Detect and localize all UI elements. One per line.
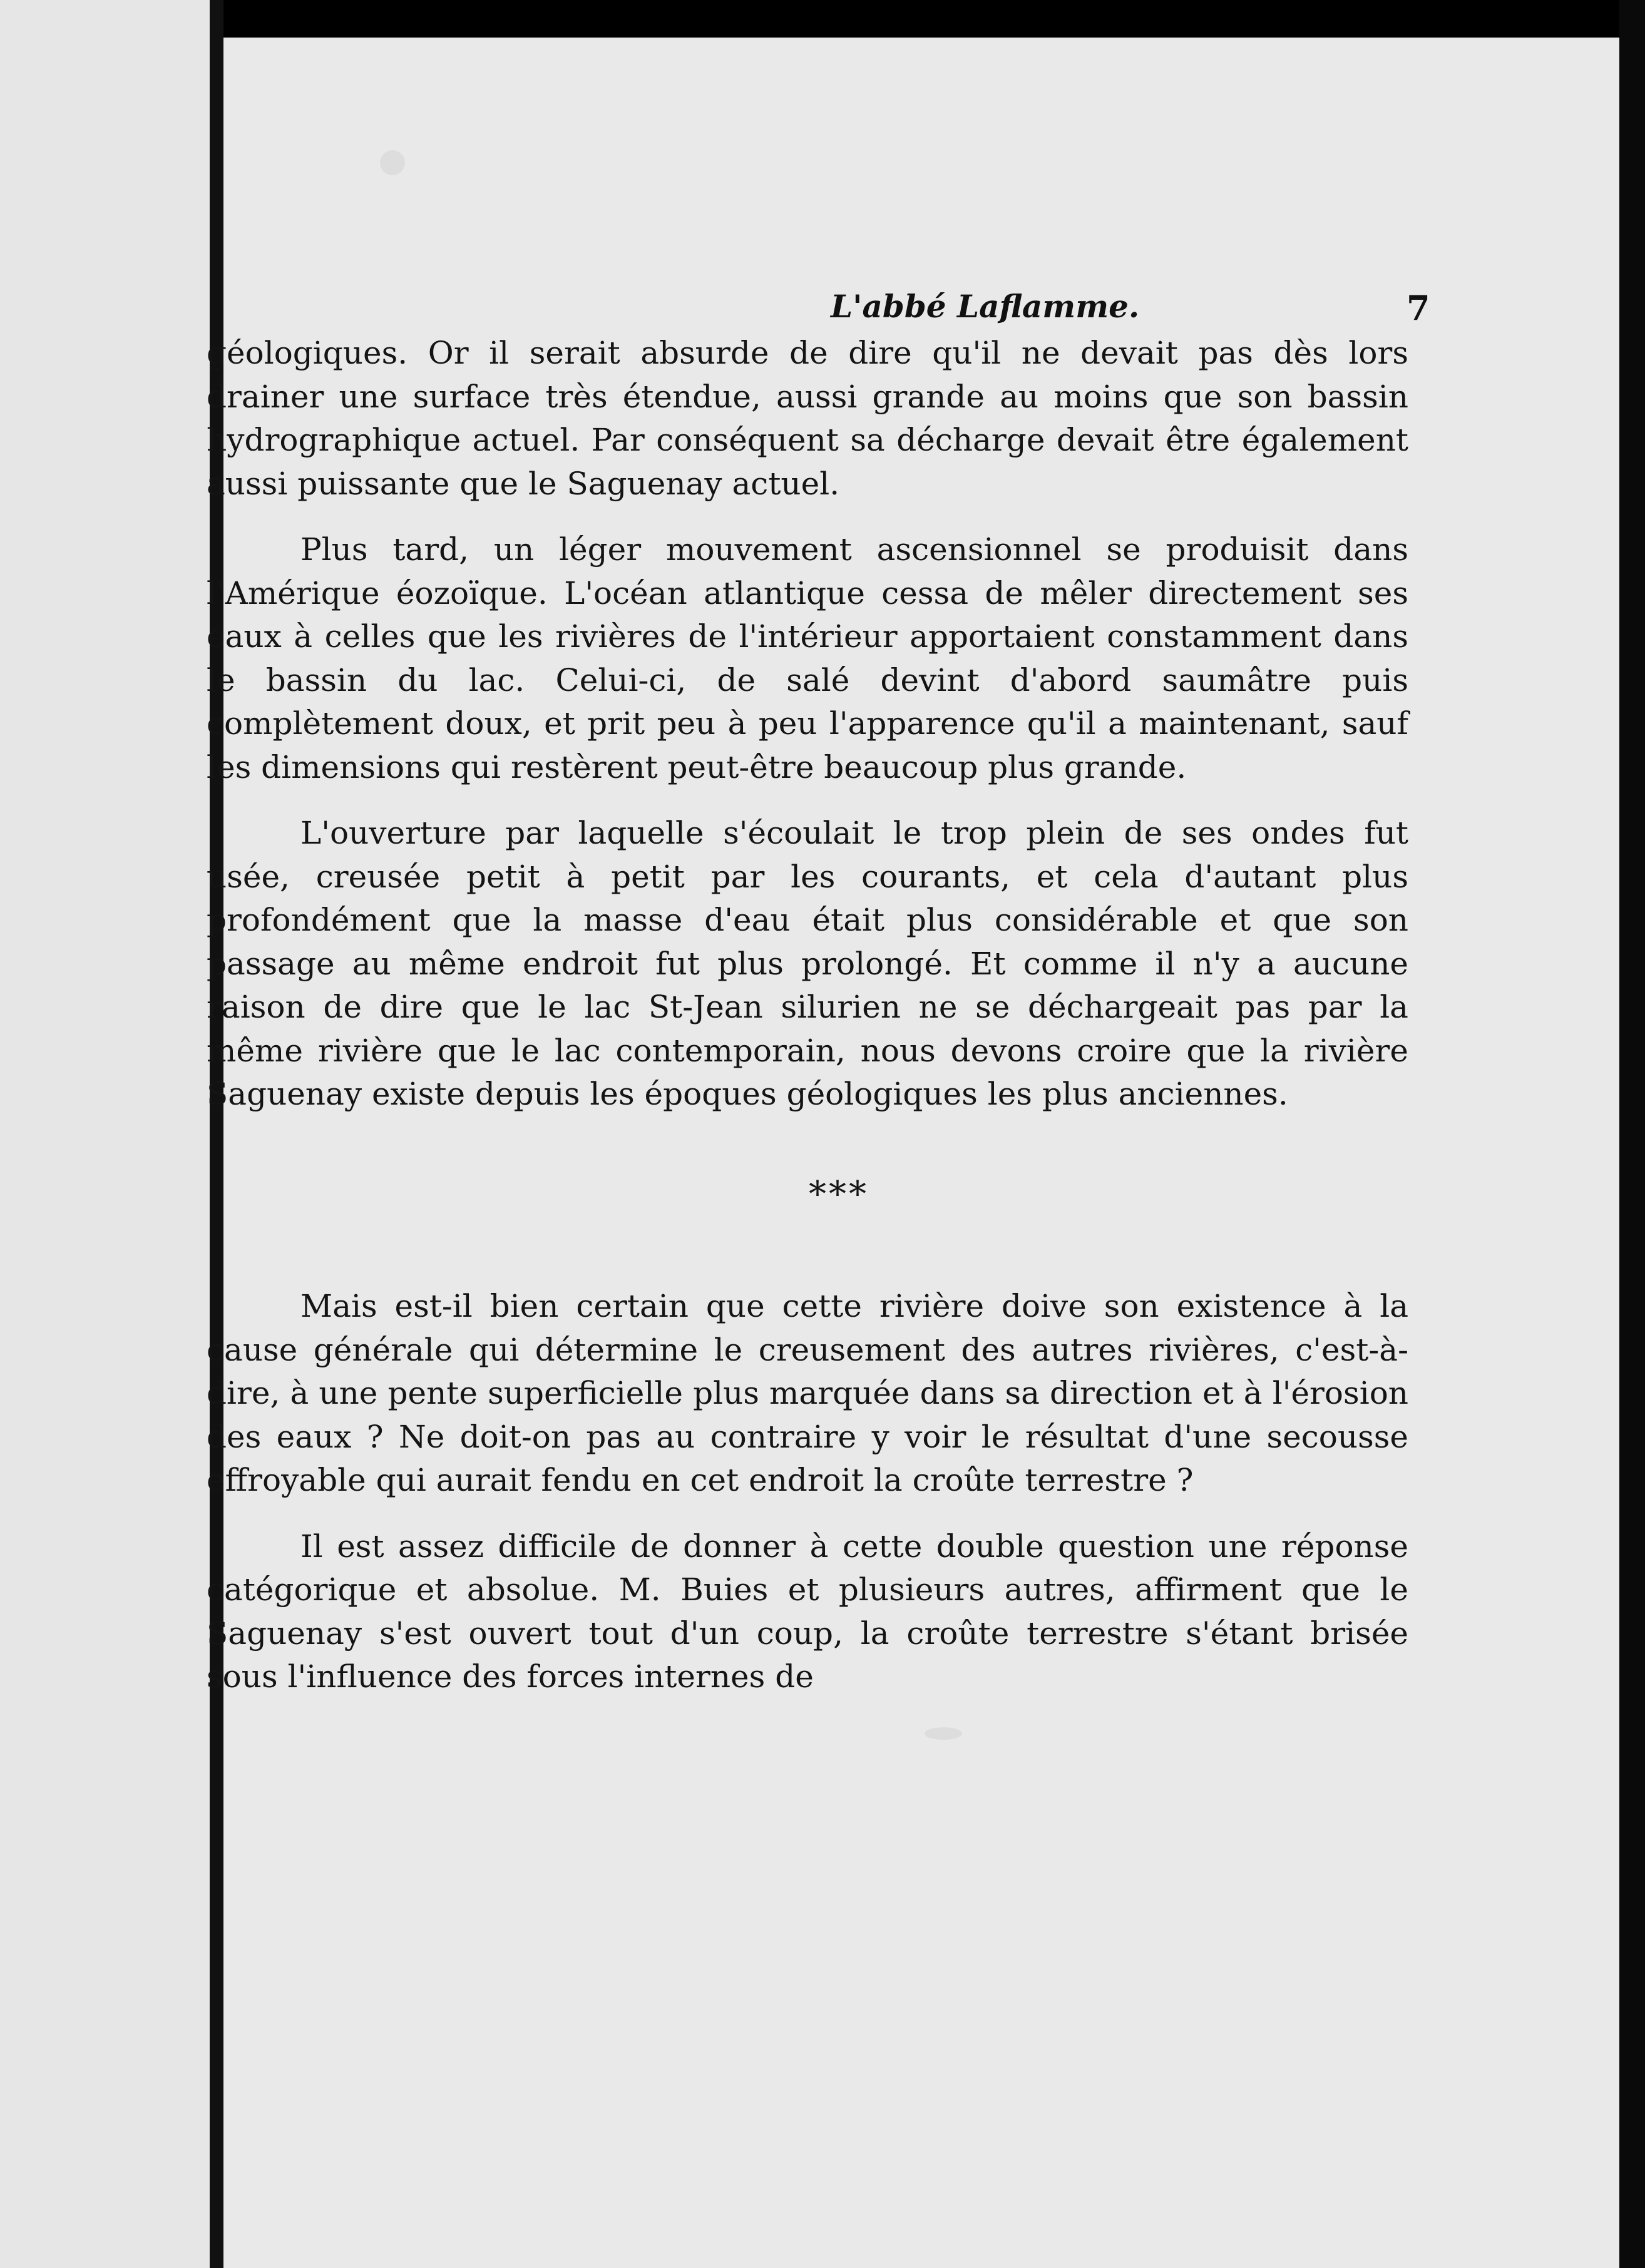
paragraph: Plus tard, un léger mouvement ascensionnel se produisit dans l'Amérique éozoïque. L'océan atlantique cessa de mêler directement ses eaux à celles que les rivières de l'intérieur apportaient constamment dans le bassin du lac. Celui-ci, de salé devint d'abord saumâtre puis complètement doux, et prit peu à peu l'apparence qu'il a maintenant, sauf les dimensions qui restèrent peut-être beaucoup plus grande. <box>207 531 1408 785</box>
page-header <box>223 288 1619 338</box>
scan-speck <box>925 1727 962 1740</box>
scan-edge <box>1619 0 1645 2268</box>
paragraph: géologiques. Or il serait absurde de dire qu'il ne devait pas dès lors drainer une surface très étendue, aussi grande au moins que son bassin hydrographique actuel. Par conséquent sa décharge devait être également aussi puissante que le Saguenay actuel. <box>207 335 1408 502</box>
facing-page <box>0 0 210 2268</box>
page-body <box>207 332 1408 1722</box>
page-number: 7 <box>1407 288 1430 328</box>
section-separator: *** <box>809 1173 869 1215</box>
paragraph: Il est assez difficile de donner à cette double question une réponse catégorique et absolue. M. Buies et plusieurs autres, affirment que le Saguenay s'est ouvert tout d'un coup, la croûte terrestre s'étant brisée sous l'influence des forces internes de <box>207 1528 1408 1695</box>
paragraph: Mais est-il bien certain que cette rivière doive son existence à la cause générale qui détermine le creusement des autres rivières, c'est-à-dire, à une pente superficielle plus marquée dans sa direction et à l'érosion des eaux ? Ne doit-on pas au contraire y voir le résultat d'une secousse effroyable qui aurait fendu en cet endroit la croûte terrestre ? <box>207 1288 1408 1498</box>
running-head: L'abbé Laflamme. <box>831 288 1140 325</box>
paragraph: L'ouverture par laquelle s'écoulait le trop plein de ses ondes fut usée, creusée petit à petit par les courants, et cela d'autant plus profondément que la masse d'eau était plus considérable et que son passage au même endroit fut plus prolongé. Et comme il n'y a aucune raison de dire que le lac St-Jean silurien ne se déchargeait pas par la même rivière que le lac contemporain, nous devons croire que la rivière Saguenay existe depuis les époques géologiques les plus anciennes. <box>207 815 1408 1112</box>
scan-speck <box>380 150 405 175</box>
